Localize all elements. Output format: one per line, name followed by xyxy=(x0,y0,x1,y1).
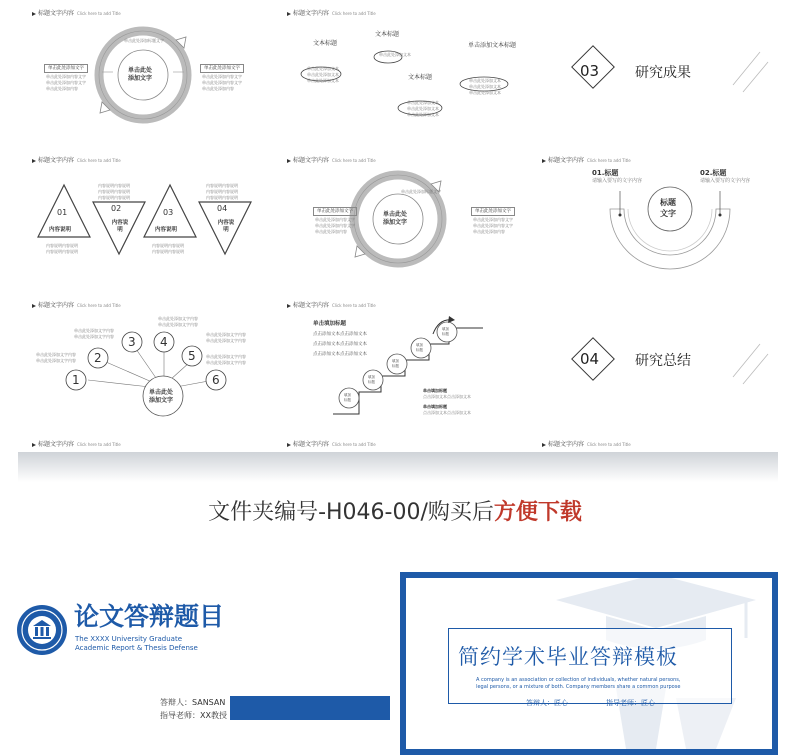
slide-thumbnail-half-ring[interactable] xyxy=(528,147,778,289)
center-title: 标题 文字 xyxy=(660,198,676,218)
slide-thumbnail-partial[interactable] xyxy=(273,437,523,452)
ellipse-text-2: 单击此处添加文本 xyxy=(379,52,411,57)
desc-top-2: 内容说明内容说明 内容说明内容说明 内容说明内容说明 xyxy=(206,183,238,200)
advisor-label: 指导老师：匠心 xyxy=(606,699,655,707)
item-2-title: 02.标题 xyxy=(700,169,727,177)
presenter-label: 答辩人：匠心 xyxy=(526,699,568,707)
cover-title: 简约学术毕业答辩模板 xyxy=(458,645,678,669)
section-number: 04 xyxy=(580,350,600,368)
stairs-lines: 点击添加文本点击添加文本 点击添加文本点击添加文本 点击添加文本点击添加文本 xyxy=(313,332,367,357)
slide-header: 标题文字内容 Click here to add Title xyxy=(287,439,376,448)
item-2-desc: 请输入要写的文字内容 xyxy=(700,178,751,184)
slide-header: 标题文字内容 Click here to add Title xyxy=(32,439,121,448)
radial-num-6: 6 xyxy=(212,373,220,387)
triangle-num-3: 03 xyxy=(163,208,174,217)
right-text-block: 单击此处添加内容文字 单击此处添加内容文字 单击此处添加内容 xyxy=(473,217,513,234)
slide-thumbnail-cycle[interactable] xyxy=(18,0,268,142)
file-code-highlight: 方便下载 xyxy=(493,500,582,525)
ellipse-text-1: 单击此处添加文本 单击此处添加文本 单击此处添加文本 xyxy=(307,66,339,83)
radial-num-5: 5 xyxy=(188,349,196,363)
stairs-bottom-1: 单击填加标题 点击添加文本点击添加文本 xyxy=(423,388,471,399)
cover-preview-left[interactable] xyxy=(0,560,390,755)
slide-header: 标题文字内容 Click here to add Title xyxy=(32,8,121,17)
slide-header: 标题文字内容 Click here to add Title xyxy=(542,439,631,448)
cover-preview-right[interactable] xyxy=(400,572,778,755)
item-1-desc: 请输入要写的文字内容 xyxy=(592,178,643,184)
radial-num-1: 1 xyxy=(72,373,80,387)
presenter-label: 答辩人：SANSAN xyxy=(160,698,226,707)
ellipse-text-3: 单击此处添加文本 单击此处添加文本 单击此处添加文本 xyxy=(407,100,439,117)
slide-header: 标题文字内容 Click here to add Title xyxy=(32,155,121,164)
left-text-block: 单击此处添加内容文字 单击此处添加内容文字 单击此处添加内容 xyxy=(315,217,355,234)
desc-bottom-2: 内容说明内容说明 内容说明内容说明 xyxy=(152,243,184,254)
desc-top-1: 内容说明内容说明 内容说明内容说明 内容说明内容说明 xyxy=(98,183,130,200)
triangle-num-1: 01 xyxy=(57,208,68,217)
left-label-box: 单击此处添加文字 xyxy=(313,207,357,216)
triangle-label-2: 内容说明 xyxy=(111,220,129,233)
slide-thumbnail-section-04[interactable] xyxy=(528,292,778,434)
half-ring-diagram xyxy=(528,147,778,289)
text-title-1: 文本标题 xyxy=(313,40,338,47)
arc-label: 单击此处添加标题文字 xyxy=(124,38,164,43)
right-label-box: 单击此处添加文字 xyxy=(471,207,515,216)
ellipse-text-4: 单击此处添加文本 单击此处添加文本 单击此处添加文本 xyxy=(469,78,501,95)
advisor-label: 指导老师：XX教授 xyxy=(160,711,227,720)
radial-num-4: 4 xyxy=(160,335,168,349)
cover-accent-bar xyxy=(230,696,390,720)
step-label-1: 填加 标题 xyxy=(344,393,351,402)
slide-thumbnail-stairs[interactable] xyxy=(273,292,523,434)
template-preview-grid xyxy=(18,0,778,452)
slide-header: 标题文字内容 Click here to add Title xyxy=(287,300,376,309)
grid-shadow xyxy=(18,452,778,482)
stairs-title: 单击填加标题 xyxy=(313,321,347,327)
text-title-4: 单击添加文本标题 xyxy=(468,42,517,49)
text-title-2: 文本标题 xyxy=(375,31,400,38)
radial-text-1: 单击此处添加文字内容 单击此处添加文字内容 xyxy=(74,328,114,339)
text-title-3: 文本标题 xyxy=(408,74,433,81)
slide-thumbnail-ellipses[interactable] xyxy=(273,0,523,142)
right-text-block: 单击此处添加内容文字 单击此处添加内容文字 单击此处添加内容 xyxy=(202,74,242,91)
radial-text-5: 单击此处添加文字内容 单击此处添加文字内容 xyxy=(206,354,246,365)
radial-text-2: 单击此处添加文字内容 单击此处添加文字内容 xyxy=(158,316,198,327)
radial-num-2: 2 xyxy=(94,351,102,365)
left-label-box: 单击此处添加文字 xyxy=(44,64,88,73)
cycle-center-text: 单击此处 添加文字 xyxy=(128,67,153,82)
slide-header: 标题文字内容 Click here to add Title xyxy=(32,300,121,309)
cover-subtitle: The XXXX University Graduate Academic Report & Thesis Defense xyxy=(75,635,198,652)
triangle-num-2: 02 xyxy=(111,204,122,213)
arc-label: 单击此处添加标题文字 xyxy=(401,189,441,194)
step-label-5: 填加 标题 xyxy=(442,327,449,336)
section-number: 03 xyxy=(580,62,600,80)
section-title: 研究成果 xyxy=(635,65,691,81)
triangle-label-3: 内容说明 xyxy=(155,227,178,233)
step-label-4: 填加 标题 xyxy=(416,343,423,352)
slide-thumbnail-section-03[interactable] xyxy=(528,0,778,142)
triangle-label-1: 内容说明 xyxy=(49,227,72,233)
cover-description: A company is an association or collection of individuals, whether natural persons, legal persons, or a mixture of both. Company members share a common purpose xyxy=(476,677,681,690)
cover-title: 论文答辩题目 xyxy=(74,602,225,631)
slide-thumbnail-cycle-2[interactable] xyxy=(273,147,523,289)
slide-thumbnail-radial[interactable] xyxy=(18,292,268,434)
slide-thumbnail-triangles[interactable] xyxy=(18,147,268,289)
slide-header: 标题文字内容 Click here to add Title xyxy=(542,155,631,164)
left-text-block: 单击此处添加内容文字 单击此处添加内容文字 单击此处添加内容 xyxy=(46,74,86,91)
triangle-label-4: 内容说明 xyxy=(217,220,235,233)
radial-text-3: 单击此处添加文字内容 单击此处添加文字内容 xyxy=(36,352,76,363)
item-1-title: 01.标题 xyxy=(592,169,619,177)
radial-text-4: 单击此处添加文字内容 单击此处添加文字内容 xyxy=(206,332,246,343)
stairs-bottom-2: 单击填加标题 点击添加文本点击添加文本 xyxy=(423,404,471,415)
radial-num-3: 3 xyxy=(128,335,136,349)
university-emblem-icon xyxy=(16,604,68,656)
triangle-row xyxy=(18,147,268,289)
slide-thumbnail-partial[interactable] xyxy=(18,437,268,452)
section-title: 研究总结 xyxy=(635,353,691,369)
file-code-text: 文件夹编号-H046-00/购买后方便下载 xyxy=(208,500,582,525)
radial-center-text: 单击此处 添加文字 xyxy=(149,389,174,404)
right-label-box: 单击此处添加文字 xyxy=(200,64,244,73)
step-label-2: 填加 标题 xyxy=(368,375,375,384)
slide-thumbnail-partial[interactable] xyxy=(528,437,778,452)
step-label-3: 填加 标题 xyxy=(392,359,399,368)
cycle-center-text: 单击此处 添加文字 xyxy=(383,211,408,226)
triangle-num-4: 04 xyxy=(217,204,228,213)
slide-header: 标题文字内容 Click here to add Title xyxy=(287,8,376,17)
slide-header: 标题文字内容 Click here to add Title xyxy=(287,155,376,164)
desc-bottom-1: 内容说明内容说明 内容说明内容说明 xyxy=(46,243,78,254)
